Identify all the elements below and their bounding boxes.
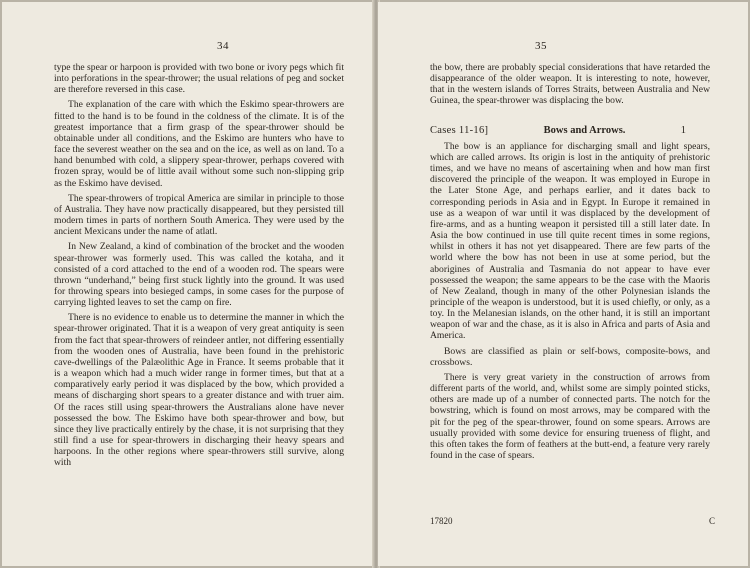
paragraph: There is no evidence to enable us to determine the manner in which the spear-thrower originated. That it is a weapon of very great antiquity is seen from the fact that spear-throwers of reindeer antler, not differing essentially from the wooden ones of Australia, have been found in the prehistoric cave-dwellings of the Palæolithic Age in France. It seems probable that it is a weapon which had a much wider range in former times, but that at a comparatively early period it was displaced by the bow, which provided a means of discharging short spears to a greater distance and with truer aim. Of the races still using spear-throwers the Australians alone have never possessed the bow. The Eskimo have both spear-thrower and bow, but since they live practically entirely by the chase, it is not surprising that they still find a use for spear-throwers in discharging their heavy spears and harpoons. In the other regions where spear-throwers still survive, along with — [54, 312, 344, 469]
page-footer — [430, 516, 715, 526]
paragraph: The bow is an appliance for discharging small and light spears, which are called arrows. Its origin is lost in the antiquity of prehistoric times, and we have no means of ascertaining when and how man first discovered the principle of the weapon. It was employed in Europe in the Later Stone Age, and perhaps earlier, and it dates back to corresponding periods in Asia and in Egypt. In Europe it remained in use as a weapon of war until it was displaced by the development of fire-arms, and as a hunting weapon it persisted till a still later date. In Asia the bow continued in use till quite recent times in some regions, whilst in others it has not yet disappeared. There are few parts of the world where the bow has not been in use at some period, but the aborigines of Australia and Tasmania do not appear to have ever possessed the weapon; the same appears to be the case with the Maoris of New Zealand, though in many of the other Polynesian islands the principle of the weapon is understood, but it is used chiefly, or only, as a toy. In the Melanesian islands, on the other hand, it is still an important weapon of war and the chase, as it is also in Africa and parts of Asia and America. — [430, 140, 710, 342]
section-mark: 1 — [680, 124, 686, 136]
paragraph: Bows are classified as plain or self-bows, composite-bows, and crossbows. — [430, 345, 710, 368]
paragraph: type the spear or harpoon is provided with two bone or ivory pegs which fit into perforations in the spear-thrower; the usual relations of peg and socket are therefore reversed in this case. — [54, 62, 344, 96]
right-page — [378, 2, 748, 566]
page-body — [54, 62, 344, 472]
printer-signature: 17820 — [430, 516, 453, 526]
page-number: 34 — [217, 40, 229, 52]
section-heading — [430, 125, 710, 136]
paragraph: the bow, there are probably special considerations that have retarded the disappearance of the older weapon. It is interesting to note, however, that in the western islands of Torres Straits, between Australia and New Guinea, the spear-thrower was displacing the bow. — [430, 62, 710, 107]
section-cases: Cases 11-16] — [430, 124, 489, 136]
section-title: Bows and Arrows. — [543, 124, 626, 136]
page-number: 35 — [535, 40, 547, 52]
paragraph: The explanation of the care with which the Eskimo spear-throwers are fitted to the hand is to be found in the coldness of the climate. It is of the greatest importance that a firm grasp of the spear-thrower should be obtainable under all conditions, and the Eskimo are hunters who have to face the severest weather on the sea and on the ice, as well as on land. To a hand benumbed with cold, a slippery spear-thrower, perhaps covered with frozen spray, would be of little avail without some such non-slipping grip as the Eskimo have devised. — [54, 99, 344, 189]
sheet-mark: C — [708, 516, 715, 526]
paragraph: There is very great variety in the construction of arrows from different parts of the world, and, whilst some are simply pointed sticks, others are made up of a number of connected parts. The notch for the bowstring, which is found on most arrows, may be compared with the pit for the peg of the spear-thrower, found on some spears. Arrows are usually provided with some device for ensuring trueness of flight, and this often takes the form of feathers at the butt-end, a feature very rarely found in the case of spears. — [430, 371, 710, 461]
paragraph: In New Zealand, a kind of combination of the brocket and the wooden spear-thrower was formerly used. This was called the kotaha, and it consisted of a cord attached to the end of a wooden rod. The spears were thrown “underhand,” being first stuck lightly into the ground. It was used for throwing spears into besieged camps, in some cases for the purpose of carrying lighted leaves to set the camp on fire. — [54, 241, 344, 309]
page-body — [430, 62, 710, 465]
left-page — [2, 2, 374, 566]
paragraph: The spear-throwers of tropical America are similar in principle to those of Australia. They have now practically disappeared, but they persisted till modern times in parts of northern South America. They were used by the ancient Mexicans under the name of atlatl. — [54, 192, 344, 238]
